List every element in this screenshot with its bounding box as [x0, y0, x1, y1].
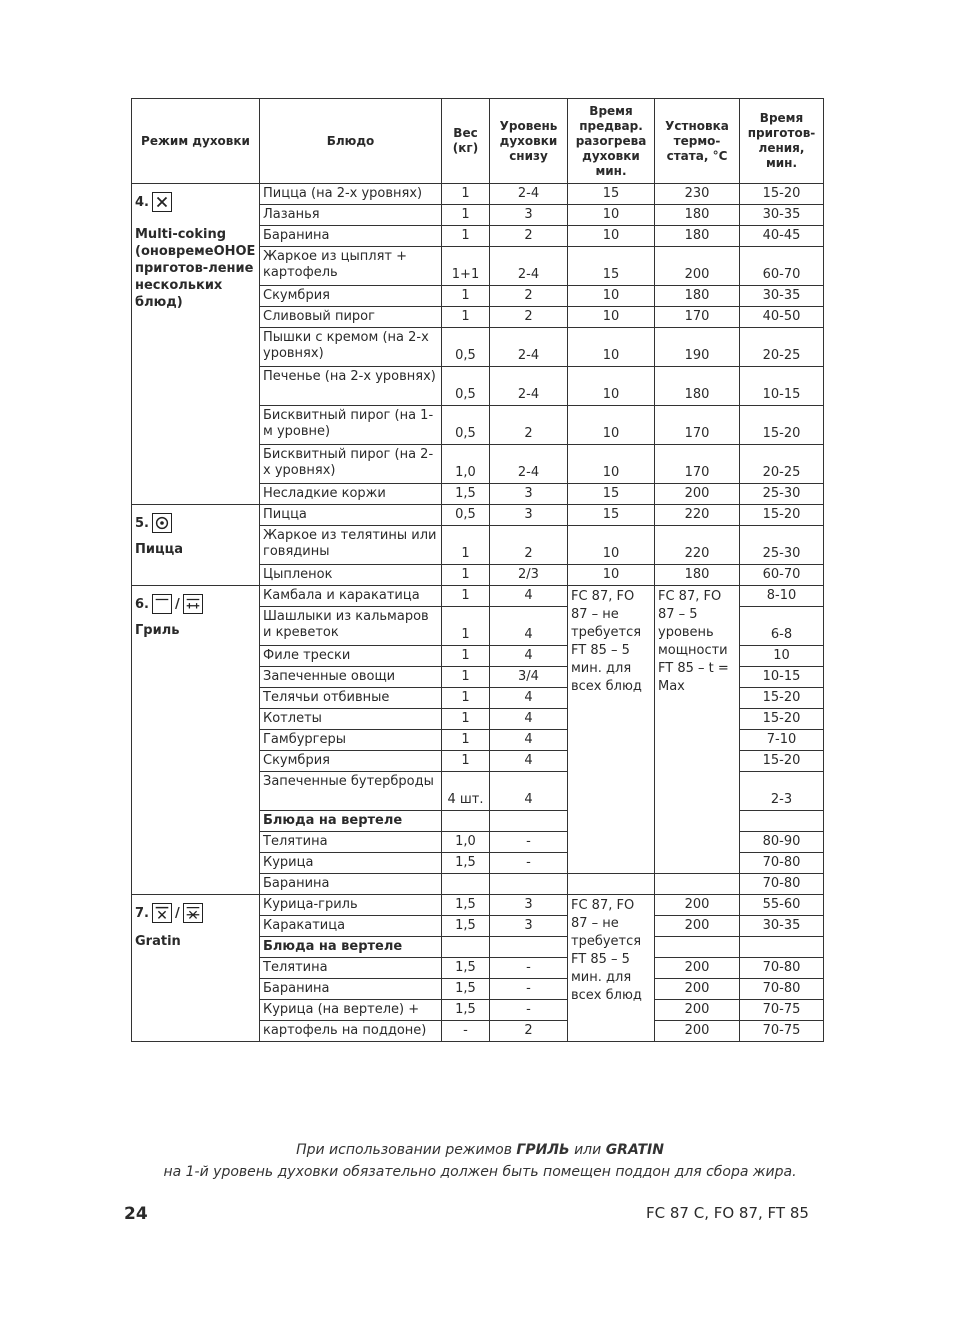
- thermostat: 200: [655, 895, 740, 916]
- preheat: 15: [568, 505, 655, 526]
- weight: 1: [442, 307, 490, 328]
- preheat: 10: [568, 328, 655, 367]
- weight: 4 шт.: [442, 772, 490, 811]
- level: 4: [490, 646, 568, 667]
- thermostat: 180: [655, 226, 740, 247]
- level: 4: [490, 730, 568, 751]
- thermostat: 200: [655, 979, 740, 1000]
- mode-name: Multi-coking (оновремеОНОЕ приготов-ление нескольких блюд): [135, 227, 256, 310]
- cook-time: 10-15: [740, 667, 824, 688]
- thermostat: 200: [655, 1000, 740, 1021]
- weight: 1,5: [442, 853, 490, 874]
- weight: 1,5: [442, 979, 490, 1000]
- weight: 1,5: [442, 958, 490, 979]
- grill-icon: [152, 594, 172, 614]
- thermostat: 230: [655, 184, 740, 205]
- weight: 1: [442, 646, 490, 667]
- cook-time: 10-15: [740, 367, 824, 406]
- note-line-1: [120, 1142, 840, 1158]
- thermostat: 220: [655, 526, 740, 565]
- cook-time: 40-45: [740, 226, 824, 247]
- mode-gratin: 7. / Gratin: [132, 895, 260, 1042]
- weight: 1,5: [442, 916, 490, 937]
- cook-time: 8-10: [740, 586, 824, 607]
- thermostat: 170: [655, 307, 740, 328]
- thermostat: [655, 937, 740, 958]
- thermostat: 200: [655, 247, 740, 286]
- level: -: [490, 979, 568, 1000]
- dish: Запеченные овощи: [260, 667, 442, 688]
- dish: Запеченные бутерброды: [260, 772, 442, 811]
- cook-time: 25-30: [740, 526, 824, 565]
- grill-preheat-note: FC 87, FO 87 – не требуется FT 85 – 5 мин. для всех блюд: [568, 586, 655, 874]
- weight: 0,5: [442, 367, 490, 406]
- dish: Камбала и каракатица: [260, 586, 442, 607]
- dish: Баранина: [260, 979, 442, 1000]
- weight: 1,0: [442, 832, 490, 853]
- cook-time: 60-70: [740, 565, 824, 586]
- note-mode-grill: ГРИЛЬ: [516, 1142, 570, 1158]
- thermostat: 180: [655, 367, 740, 406]
- level: 4: [490, 751, 568, 772]
- weight: 1: [442, 526, 490, 565]
- level: 2: [490, 526, 568, 565]
- weight: [442, 874, 490, 895]
- weight: 1: [442, 667, 490, 688]
- level: -: [490, 853, 568, 874]
- weight: 1: [442, 205, 490, 226]
- cook-time: 25-30: [740, 484, 824, 505]
- level: 2: [490, 226, 568, 247]
- thermostat: 200: [655, 484, 740, 505]
- mode-number: 4.: [135, 194, 149, 210]
- weight: 1: [442, 286, 490, 307]
- spit-dishes-heading: Блюда на вертеле: [260, 937, 442, 958]
- dish: Котлеты: [260, 709, 442, 730]
- preheat: 10: [568, 445, 655, 484]
- note-text: При использовании режимов: [296, 1142, 512, 1158]
- level: 2: [490, 286, 568, 307]
- weight: 1: [442, 565, 490, 586]
- cook-time: [740, 937, 824, 958]
- note-line-2: на 1-й уровень духовки обязательно должен быть помещен поддон для сбора жира.: [163, 1164, 797, 1180]
- thermostat: 180: [655, 286, 740, 307]
- weight: 1+1: [442, 247, 490, 286]
- double-grill-icon: [183, 594, 203, 614]
- level: [490, 937, 568, 958]
- thermostat: 180: [655, 205, 740, 226]
- thermostat: 200: [655, 1021, 740, 1042]
- dish: Курица: [260, 853, 442, 874]
- mode-name: Gratin: [135, 934, 181, 949]
- level: [490, 874, 568, 895]
- table-row: [132, 895, 824, 916]
- weight: -: [442, 1021, 490, 1042]
- thermostat: [655, 874, 740, 895]
- weight: 1: [442, 688, 490, 709]
- mode-grill: 6. / Гриль: [132, 586, 260, 895]
- level: 4: [490, 607, 568, 646]
- level: 2-4: [490, 367, 568, 406]
- dish: Баранина: [260, 874, 442, 895]
- mode-number: 5.: [135, 515, 149, 531]
- level: 3: [490, 895, 568, 916]
- cook-time: 15-20: [740, 184, 824, 205]
- table-row: [132, 505, 824, 526]
- preheat: 10: [568, 205, 655, 226]
- cook-time: 6-8: [740, 607, 824, 646]
- dish: картофель на поддоне): [260, 1021, 442, 1042]
- dish: Жаркое из цыплят + картофель: [260, 247, 442, 286]
- preheat: 10: [568, 307, 655, 328]
- weight: 1,5: [442, 1000, 490, 1021]
- cook-time: 2-3: [740, 772, 824, 811]
- cook-time: 7-10: [740, 730, 824, 751]
- table-row: [132, 184, 824, 205]
- grill-thermostat-note: FC 87, FO 87 – 5 уровень мощности FT 85 – t = Max: [655, 586, 740, 874]
- mode-number: 6.: [135, 596, 149, 612]
- header-cooktime: Время приготов-ления, мин.: [740, 99, 824, 184]
- dish: Филе трески: [260, 646, 442, 667]
- level: 2-4: [490, 247, 568, 286]
- cook-time: 70-80: [740, 958, 824, 979]
- dish: Бисквитный пирог (на 1-м уровне): [260, 406, 442, 445]
- level: 3/4: [490, 667, 568, 688]
- level: -: [490, 832, 568, 853]
- preheat: 15: [568, 484, 655, 505]
- preheat: 10: [568, 286, 655, 307]
- weight: 1: [442, 226, 490, 247]
- cook-time: 15-20: [740, 688, 824, 709]
- dish: Лазанья: [260, 205, 442, 226]
- gratin-icon: [152, 903, 172, 923]
- cooking-table: [131, 98, 824, 1042]
- gratin-spit-icon: [183, 903, 203, 923]
- level: 3: [490, 916, 568, 937]
- weight: 0,5: [442, 328, 490, 367]
- cook-time: 60-70: [740, 247, 824, 286]
- cook-time: 30-35: [740, 286, 824, 307]
- thermostat: 200: [655, 958, 740, 979]
- weight: 1: [442, 607, 490, 646]
- weight: 1,5: [442, 895, 490, 916]
- cook-time: 80-90: [740, 832, 824, 853]
- dish: Пышки с кремом (на 2-х уровнях): [260, 328, 442, 367]
- level: 4: [490, 688, 568, 709]
- level: 2: [490, 406, 568, 445]
- weight: [442, 811, 490, 832]
- cook-time: 30-35: [740, 916, 824, 937]
- dish: Телятина: [260, 958, 442, 979]
- header-level: Уровень духовки снизу: [490, 99, 568, 184]
- dish: Баранина: [260, 226, 442, 247]
- dish: Бисквитный пирог (на 2-х уровнях): [260, 445, 442, 484]
- weight: 1: [442, 751, 490, 772]
- preheat: 10: [568, 565, 655, 586]
- header-mode: Режим духовки: [132, 99, 260, 184]
- dish: Телятина: [260, 832, 442, 853]
- gratin-preheat-note: FC 87, FO 87 – не требуется FT 85 – 5 мин. для всех блюд: [568, 895, 655, 1042]
- level: 3: [490, 484, 568, 505]
- preheat: 15: [568, 184, 655, 205]
- level: -: [490, 958, 568, 979]
- weight: 1: [442, 709, 490, 730]
- cook-time: 10: [740, 646, 824, 667]
- pizza-mode-icon: [152, 513, 172, 533]
- spit-dishes-heading: Блюда на вертеле: [260, 811, 442, 832]
- level: 4: [490, 772, 568, 811]
- cook-time: 70-80: [740, 874, 824, 895]
- note-text: или: [574, 1142, 602, 1158]
- thermostat: 180: [655, 565, 740, 586]
- mode-multicoking: [132, 184, 260, 505]
- cook-time: 55-60: [740, 895, 824, 916]
- cook-time: 70-75: [740, 1021, 824, 1042]
- weight: 1: [442, 730, 490, 751]
- mode-name: Пицца: [135, 542, 184, 557]
- cook-time: [740, 811, 824, 832]
- mode-number: 7.: [135, 905, 149, 921]
- level: -: [490, 1000, 568, 1021]
- thermostat: 220: [655, 505, 740, 526]
- header-preheat: Время предвар. разогрева духовки мин.: [568, 99, 655, 184]
- preheat: 10: [568, 526, 655, 565]
- preheat: 10: [568, 226, 655, 247]
- cook-time: 20-25: [740, 328, 824, 367]
- level: 2-4: [490, 328, 568, 367]
- level: [490, 811, 568, 832]
- cook-time: 40-50: [740, 307, 824, 328]
- cook-time: 15-20: [740, 505, 824, 526]
- dish: Шашлыки из кальмаров и креветок: [260, 607, 442, 646]
- cook-time: 70-80: [740, 853, 824, 874]
- cook-time: 30-35: [740, 205, 824, 226]
- dish: Пицца: [260, 505, 442, 526]
- weight: 1,5: [442, 484, 490, 505]
- level: 2/3: [490, 565, 568, 586]
- thermostat: 200: [655, 916, 740, 937]
- dish: Печенье (на 2-х уровнях): [260, 367, 442, 406]
- note-mode-gratin: GRATIN: [605, 1142, 664, 1158]
- level: 3: [490, 505, 568, 526]
- mode-pizza: [132, 505, 260, 586]
- weight: 1,0: [442, 445, 490, 484]
- table-row: [132, 586, 824, 607]
- cook-time: 70-75: [740, 1000, 824, 1021]
- dish: Курица-гриль: [260, 895, 442, 916]
- thermostat: 190: [655, 328, 740, 367]
- level: 2: [490, 307, 568, 328]
- weight: 0,5: [442, 505, 490, 526]
- dish: Гамбургеры: [260, 730, 442, 751]
- preheat: [568, 874, 655, 895]
- preheat: 10: [568, 406, 655, 445]
- dish: Сливовый пирог: [260, 307, 442, 328]
- thermostat: 170: [655, 445, 740, 484]
- mode-name: Гриль: [135, 623, 180, 638]
- dish: Каракатица: [260, 916, 442, 937]
- dish: Пицца (на 2-х уровнях): [260, 184, 442, 205]
- level: 2-4: [490, 184, 568, 205]
- dish: Цыпленок: [260, 565, 442, 586]
- multicooking-fan-icon: [152, 192, 172, 212]
- level: 4: [490, 586, 568, 607]
- weight: 1: [442, 586, 490, 607]
- dish: Телячьи отбивные: [260, 688, 442, 709]
- cook-time: 15-20: [740, 406, 824, 445]
- dish: Скумбрия: [260, 286, 442, 307]
- dish: Скумбрия: [260, 751, 442, 772]
- thermostat: 170: [655, 406, 740, 445]
- preheat: 15: [568, 247, 655, 286]
- cook-time: 15-20: [740, 709, 824, 730]
- level: 2-4: [490, 445, 568, 484]
- weight: [442, 937, 490, 958]
- header-row: [132, 99, 824, 184]
- model-list: FC 87 C, FO 87, FT 85: [646, 1204, 809, 1222]
- weight: 1: [442, 184, 490, 205]
- level: 3: [490, 205, 568, 226]
- dish: Несладкие коржи: [260, 484, 442, 505]
- dish: Курица (на вертеле) +: [260, 1000, 442, 1021]
- level: 2: [490, 1021, 568, 1042]
- header-thermostat: Устновка термо-стата, °C: [655, 99, 740, 184]
- weight: 0,5: [442, 406, 490, 445]
- preheat: 10: [568, 367, 655, 406]
- page-number: 24: [124, 1204, 148, 1224]
- cook-time: 15-20: [740, 751, 824, 772]
- header-dish: Блюдо: [260, 99, 442, 184]
- level: 4: [490, 709, 568, 730]
- header-weight: Вес (кг): [442, 99, 490, 184]
- dish: Жаркое из телятины или говядины: [260, 526, 442, 565]
- cook-time: 20-25: [740, 445, 824, 484]
- cook-time: 70-80: [740, 979, 824, 1000]
